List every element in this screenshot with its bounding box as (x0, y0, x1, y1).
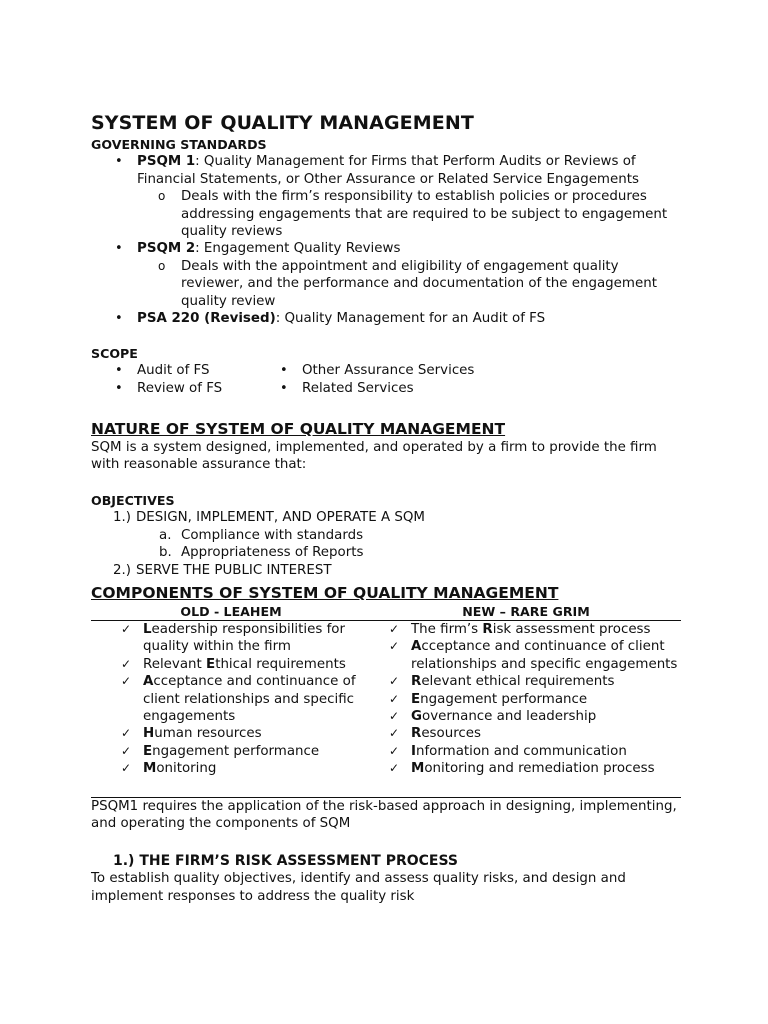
psqm1-subitem: o Deals with the firm’s responsibility to establish policies or procedures addressing engagements that are required to be subject to engagement quality reviews (91, 188, 681, 240)
objective-subitem: b. Appropriateness of Reports (159, 545, 364, 561)
scope-section (91, 345, 681, 398)
old-component-item: ✓ Leadership responsibilities for quality within the firm (91, 621, 371, 656)
objectives-section (91, 492, 681, 579)
new-component-item: ✓ Acceptance and continuance of client relationships and specific engagements (371, 638, 681, 673)
components-table (91, 603, 681, 778)
psqm1-item (91, 153, 681, 188)
document-page (91, 0, 681, 1024)
nature-section (91, 419, 681, 474)
psa220-item (91, 310, 681, 327)
risk-assessment-heading: 1.) THE FIRM’S RISK ASSESSMENT PROCESS (113, 853, 459, 869)
psa220-text: : Quality Management for an Audit of FS (275, 311, 546, 327)
objective-item: 1.) DESIGN, IMPLEMENT, AND OPERATE A SQM (113, 510, 425, 526)
new-component-item: ✓ The firm’s Risk assessment process (371, 621, 681, 638)
old-component-item: ✓ Relevant Ethical requirements (91, 656, 371, 673)
psqm2-subitem: o Deals with the appointment and eligibility of engagement quality reviewer, and the performance and documentation of the engagement quality review (91, 258, 681, 310)
risk-assessment-text: To establish quality objectives, identify and assess quality risks, and design and implement responses to address the quality risk (91, 871, 626, 904)
scope-heading: SCOPE (91, 346, 138, 361)
governing-standards-section (91, 136, 681, 327)
nature-text: SQM is a system designed, implemented, and operated by a firm to provide the firm with reasonable assurance that: (91, 440, 657, 473)
old-component-item: ✓ Engagement performance (91, 743, 371, 760)
scope-item: • Review of FS (91, 380, 271, 397)
psqm1-code: PSQM 1 (137, 154, 196, 170)
old-component-item: ✓ Human resources (91, 725, 371, 742)
psqm1-text: : Quality Management for Firms that Perform Audits or Reviews of Financial Statements, or Other Assurance or Related Service Engagements (137, 154, 639, 187)
old-component-item: ✓ Acceptance and continuance of client relationships and specific engagements (91, 673, 371, 725)
psqm2-code: PSQM 2 (137, 241, 196, 257)
scope-item: • Related Services (256, 380, 556, 397)
risk-assessment-section (91, 853, 681, 905)
new-component-item: ✓ Relevant ethical requirements (371, 673, 681, 690)
scope-item: • Audit of FS (91, 362, 271, 379)
new-component-item: ✓ Engagement performance (371, 691, 681, 708)
governing-standards-heading: GOVERNING STANDARDS (91, 137, 267, 152)
objective-item: 2.) SERVE THE PUBLIC INTEREST (113, 562, 332, 578)
old-component-item: ✓ Monitoring (91, 760, 371, 777)
scope-item: • Other Assurance Services (256, 362, 556, 379)
new-component-item: ✓ Resources (371, 725, 681, 742)
new-component-item: ✓ Governance and leadership (371, 708, 681, 725)
nature-heading: NATURE OF SYSTEM OF QUALITY MANAGEMENT (91, 420, 506, 438)
objective-subitem: a. Compliance with standards (159, 527, 364, 543)
new-component-item: ✓ Monitoring and remediation process (371, 760, 681, 777)
components-note: PSQM1 requires the application of the risk-based approach in designing, implementing, and operating the components of SQM (91, 799, 677, 832)
new-column-header: NEW – RARE GRIM (371, 603, 681, 621)
components-heading: COMPONENTS OF SYSTEM OF QUALITY MANAGEMENT (91, 584, 559, 602)
objectives-heading: OBJECTIVES (91, 493, 175, 508)
document-title: SYSTEM OF QUALITY MANAGEMENT (91, 112, 474, 134)
psqm2-item (91, 240, 681, 257)
psqm2-text: : Engagement Quality Reviews (195, 241, 401, 257)
psa220-code: PSA 220 (Revised) (137, 311, 276, 327)
old-column-header: OLD - LEAHEM (91, 603, 371, 621)
new-component-item: ✓ Information and communication (371, 743, 681, 760)
